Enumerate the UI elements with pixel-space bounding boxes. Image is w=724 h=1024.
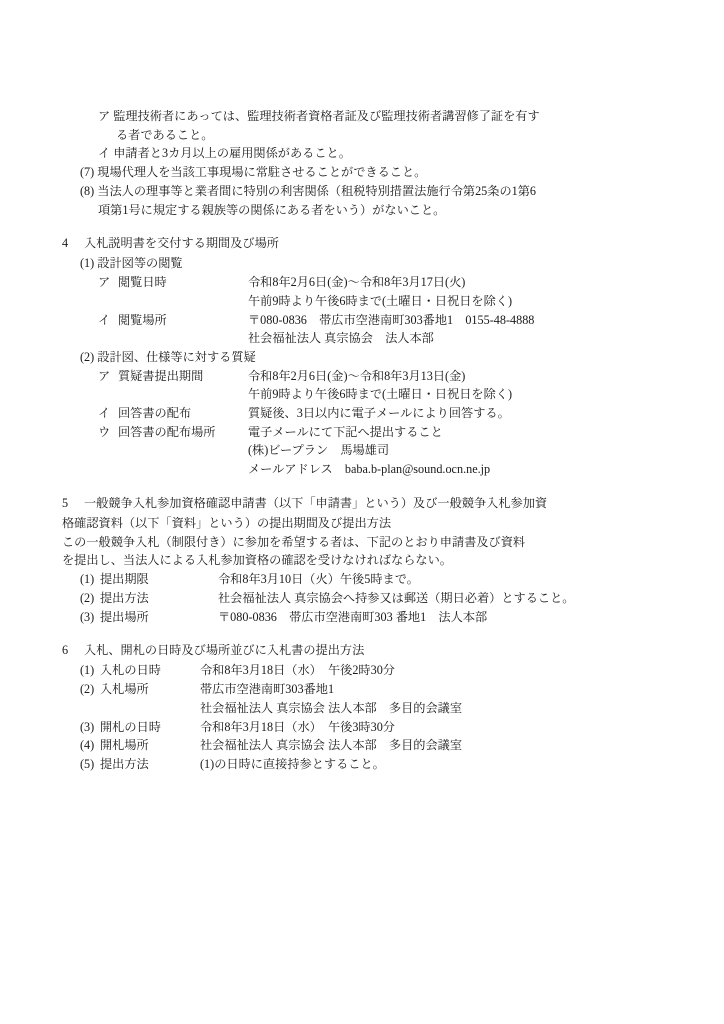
field-value: 令和8年3月18日（水） 午後3時30分 [200,719,395,734]
list-marker: ア [98,109,114,123]
section-title: 一般競争入札参加資格確認申請書（以下「申請書」という）及び一般競争入札参加資 [84,495,548,510]
list-text: 項第1号に規定する親族等の関係にある者をいう）がないこと。 [98,202,446,217]
field-value: 〒080-0836 帯広市空港南町303 番地1 法人本部 [218,609,488,624]
list-marker: イ [98,312,114,327]
section-number: 4 [62,236,69,251]
field-label: 提出期限 [100,572,149,587]
list-marker: (2) [80,682,98,697]
list-item [62,257,664,269]
list-item [62,166,664,178]
list-item [62,444,664,456]
list-item [62,388,664,400]
list-item [62,204,664,216]
list-marker: (3) [80,719,98,734]
list-item [62,276,664,288]
list-item [62,370,664,382]
field-value: 令和8年3月10日（火）午後5時まで。 [218,572,419,587]
list-item [62,683,664,695]
list-item [62,314,664,326]
list-marker: (5) [80,757,98,771]
spacer [62,222,664,237]
list-marker: (1) [80,256,98,271]
field-label: 入札の日時 [100,663,161,678]
section-number: 5 [62,495,69,510]
field-value: (1)の日時に直接持参とすること。 [200,757,385,771]
block-section-5 [62,497,664,623]
field-value: 令和8年2月6日(金)～令和8年3月17日(火) [248,275,466,290]
list-item [62,664,664,676]
block-section-4 [62,237,664,475]
list-item [62,407,664,419]
field-value: 社会福祉法人 真宗協会 法人本部 [248,331,434,346]
field-label: 質疑書提出期間 [118,368,204,383]
list-item [62,702,664,714]
field-label: 開札場所 [100,738,149,753]
field-value: メールアドレス baba.b-plan@sound.ocn.ne.jp [248,462,491,477]
section-heading [62,497,664,509]
section-number: 6 [62,643,69,658]
field-label: 開札の日時 [100,719,161,734]
list-text: 当法人の理事等と業者間に特別の利害関係（租税特別措置法施行令第25条の1第6 [97,183,537,198]
section-paragraph [62,536,664,548]
field-label: 提出方法 [100,590,149,605]
list-marker: (8) [80,183,98,198]
list-marker: イ [98,146,114,161]
list-marker: ア [98,368,114,383]
list-item [62,332,664,344]
list-item [62,739,664,751]
list-item [62,426,664,438]
list-text: 設計図、仕様等に対する質疑 [97,349,256,364]
field-value: 社会福祉法人 真宗協会 法人本部 多目的会議室 [200,738,463,753]
field-value: 質疑後、3日以内に電子メールにより回答する。 [248,406,510,421]
section-heading [62,237,664,249]
list-marker: (4) [80,738,98,753]
field-value: 令和8年2月6日(金)～令和8年3月13日(金) [248,368,466,383]
list-marker: ウ [98,424,114,439]
field-value: 午前9時より午後6時まで(土曜日・日祝日を除く) [248,293,513,308]
paragraph-text: 格確認資料（以下「資料」という）の提出期間及び提出方法 [62,516,392,531]
list-item [62,147,664,159]
list-text: 現場代理人を当該工事現場に常駐させることができること。 [97,165,427,180]
list-marker: (2) [80,349,98,364]
list-item [62,573,664,585]
list-text: 設計図等の閲覧 [97,256,183,271]
list-marker: (7) [80,165,98,180]
list-marker: ア [98,275,114,290]
field-value: 令和8年3月18日（水） 午後2時30分 [200,663,395,678]
field-label: 提出方法 [100,757,149,771]
field-value: 電子メールにて下記へ提出すること [248,424,443,439]
list-item [62,463,664,475]
list-item [62,129,664,141]
list-text: る者であること。 [116,127,214,142]
field-label: 提出場所 [100,609,149,624]
list-marker: (2) [80,590,98,605]
section-title: 入札説明書を交付する期間及び場所 [84,236,279,251]
field-value: 社会福祉法人 真宗協会へ持参又は郵送（期日必着）とすること。 [218,590,575,605]
section-heading [62,644,664,656]
paragraph-text: この一般競争入札（制限付き）に参加を希望する者は、下記のとおり申請書及び資料 [62,534,526,549]
field-value: 社会福祉法人 真宗協会 法人本部 多目的会議室 [200,700,463,715]
list-item [62,592,664,604]
section-paragraph [62,554,664,566]
list-marker: (1) [80,572,98,587]
list-item [62,721,664,733]
list-item [62,295,664,307]
field-label: 入札場所 [100,682,149,697]
section-title: 入札、開札の日時及び場所並びに入札書の提出方法 [84,643,365,658]
block-item-3-continued [62,110,664,216]
field-label: 閲覧場所 [118,312,167,327]
list-text: 監理技術者にあっては、監理技術者資格者証及び監理技術者講習修了証を有す [113,109,540,123]
spacer [62,482,664,497]
block-section-6 [62,644,664,770]
list-item [62,185,664,197]
list-marker: (3) [80,609,98,624]
list-marker: イ [98,406,114,421]
list-item [62,611,664,623]
paragraph-text: を提出し、当法人による入札参加資格の確認を受けなければならない。 [62,553,452,568]
field-value: 〒080-0836 帯広市空港南町303番地1 0155-48-4888 [248,312,535,327]
field-value: 午前9時より午後6時まで(土曜日・日祝日を除く) [248,387,513,402]
field-label: 閲覧日時 [118,275,167,290]
section-title-continuation [62,517,664,529]
document-body [62,110,664,770]
list-marker: (1) [80,663,98,678]
field-value: 帯広市空港南町303番地1 [200,682,335,697]
field-value: (株)ビープラン 馬場雄司 [248,443,390,458]
field-label: 回答書の配布 [118,406,192,421]
list-item [62,351,664,363]
list-item [62,110,664,122]
list-text: 申請者と3カ月以上の雇用関係があること。 [113,146,351,161]
field-label: 回答書の配布場所 [118,424,216,439]
list-item [62,758,664,770]
